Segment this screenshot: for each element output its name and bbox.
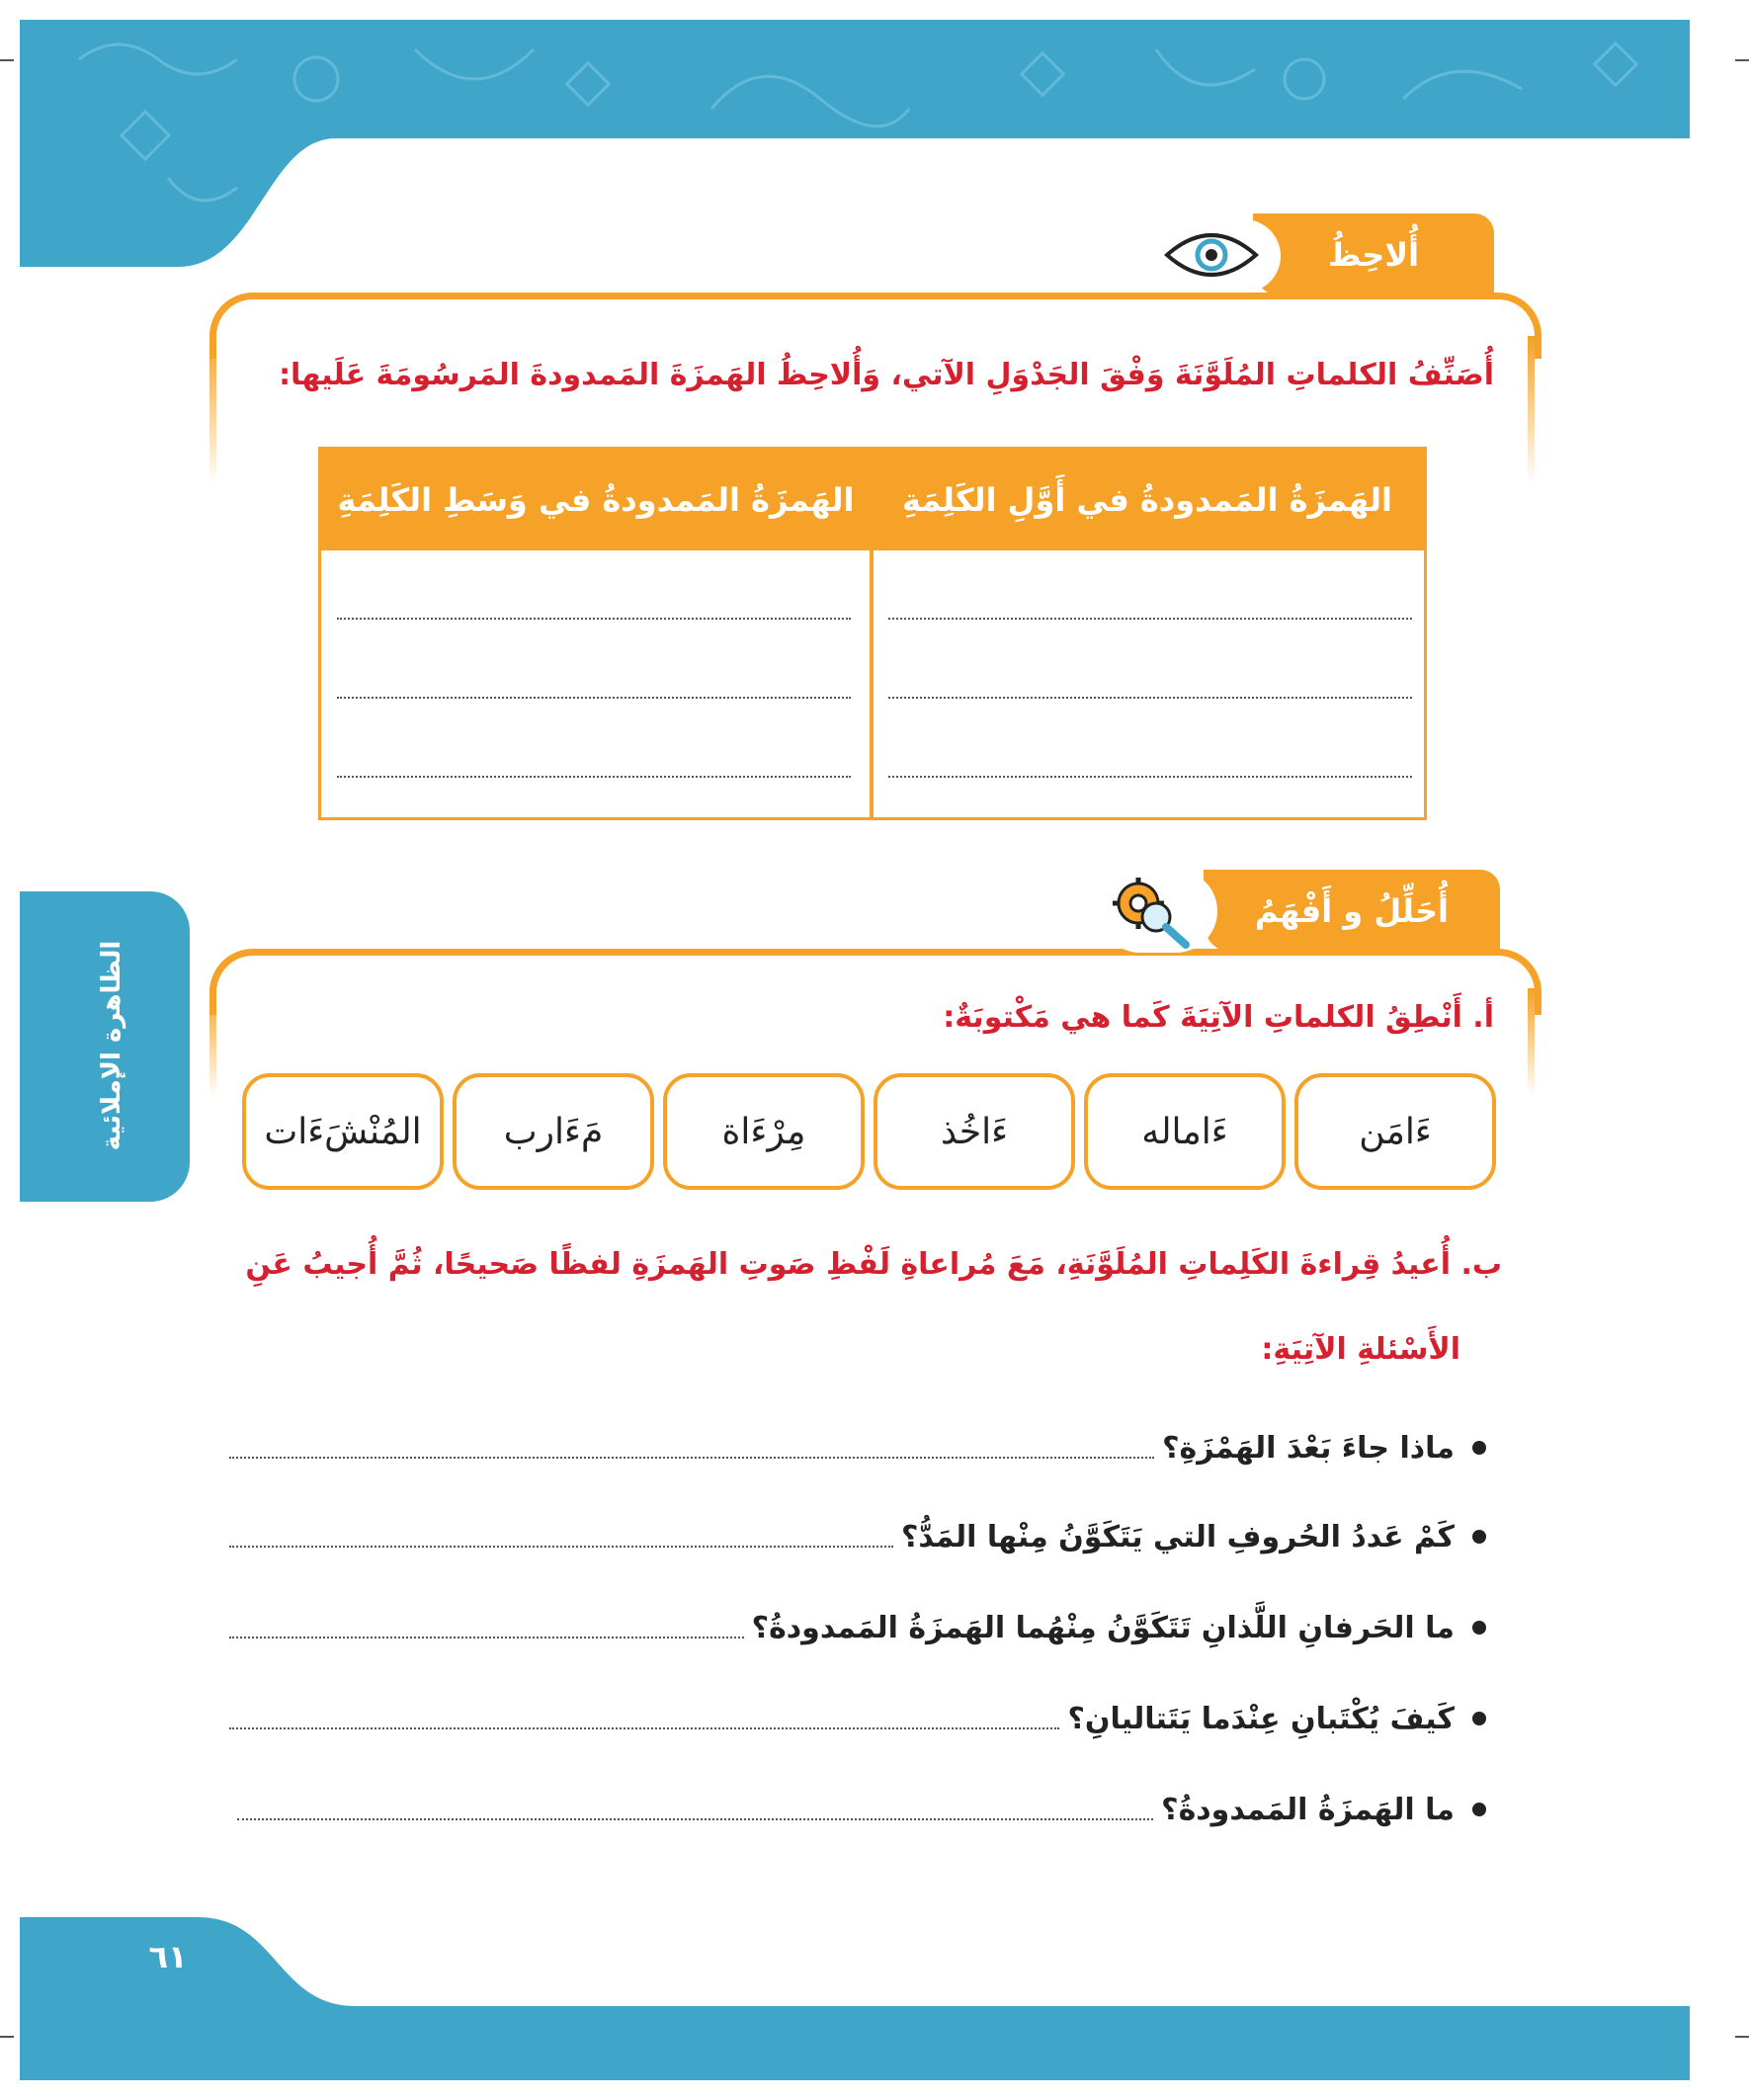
answer-line[interactable] <box>237 1799 1153 1820</box>
question-text: كَيفَ يُكْتَبانِ عِنْدَما يَتَتاليانِ؟ <box>1067 1701 1455 1736</box>
observe-instruction: أُصَنِّفُ الكلماتِ المُلَوَّنَةَ وَفْقَ الجَدْوَلِ الآتي، وَأُلاحِظُ الهَمزَةَ المَمدودةَ المَرسُومَةَ عَلَيها: <box>279 358 1494 392</box>
answer-line[interactable] <box>888 618 1412 620</box>
answer-line[interactable] <box>337 618 851 620</box>
question-row <box>229 1603 1486 1652</box>
bullet-icon <box>1472 1441 1486 1455</box>
question-text: ما الحَرفانِ اللَّذانِ تَتَكَوَّنُ مِنْهُما الهَمزَةُ المَمدودةُ؟ <box>751 1610 1455 1645</box>
word-card <box>663 1073 865 1190</box>
analyze-tab-label: أُحَلِّلُ و أَفْهَمُ <box>1255 892 1449 930</box>
answer-line[interactable] <box>888 776 1412 778</box>
crop-mark <box>0 2036 14 2038</box>
eye-icon <box>1162 225 1261 285</box>
eye-icon-badge <box>1152 219 1281 293</box>
word-card <box>874 1073 1075 1190</box>
crop-mark <box>1735 2036 1749 2038</box>
observe-frame-top <box>209 293 1541 359</box>
bullet-icon <box>1472 1530 1486 1544</box>
bullet-icon <box>1472 1803 1486 1816</box>
footer-band <box>20 1917 1690 2080</box>
bullet-icon <box>1472 1712 1486 1725</box>
frame-edge <box>1528 336 1535 484</box>
crop-mark <box>0 59 14 61</box>
answer-line[interactable] <box>337 697 851 699</box>
page-number: ٦١ <box>148 1938 188 1975</box>
question-text: ما الهَمزَةُ المَمدودةُ؟ <box>1161 1792 1455 1827</box>
word-text: مَءَارب <box>503 1111 604 1152</box>
magnifier-gear-icon-badge <box>1099 870 1217 953</box>
observe-tab-label: أُلاحِظُ <box>1327 236 1420 274</box>
word-card <box>242 1073 444 1190</box>
word-text: المُنْشَءَات <box>264 1111 422 1152</box>
magnifier-gear-icon <box>1107 874 1196 949</box>
word-text: ءَاخُذ <box>940 1111 1009 1152</box>
word-text: مِرْءَاة <box>721 1111 806 1152</box>
question-row <box>229 1694 1486 1743</box>
classification-table <box>318 447 1427 820</box>
question-text: كَمْ عَددُ الحُروفِ التي يَتَكَوَّنُ مِنْها المَدُّ؟ <box>901 1519 1455 1554</box>
crop-mark <box>1735 59 1749 61</box>
answer-line[interactable] <box>229 1708 1059 1729</box>
part-b-instruction-line2: الأَسْئلةِ الآتِيَةِ: <box>1261 1332 1460 1367</box>
answer-line[interactable] <box>229 1617 744 1638</box>
analyze-tab <box>1204 870 1500 953</box>
answer-line[interactable] <box>888 697 1412 699</box>
word-text: ءَامَن <box>1359 1111 1432 1152</box>
question-row <box>237 1785 1486 1834</box>
table-divider <box>870 450 874 817</box>
part-a-instruction: أ. أَنْطِقُ الكلماتِ الآتِيَةَ كَما هي مَكْتوبَةٌ: <box>943 1000 1494 1035</box>
table-header-start <box>871 450 1424 550</box>
table-header-start-label: الهَمزَةُ المَمدودةُ في أَوَّلِ الكَلِمَةِ <box>902 481 1392 519</box>
question-row <box>229 1512 1486 1561</box>
word-card <box>453 1073 654 1190</box>
side-tab-label: الظاهرة الإملائية <box>97 940 126 1151</box>
side-tab <box>20 891 190 1202</box>
part-b-instruction-line1: ب. أُعيدُ قِراءةَ الكَلِماتِ المُلَوَّنَةِ، مَعَ مُراعاةِ لَفْظِ صَوتِ الهَمزَةِ لفظًا صَحيحًا، ثُمَّ أُجيبُ عَنِ <box>245 1247 1502 1282</box>
question-row <box>229 1423 1486 1472</box>
answer-line[interactable] <box>229 1437 1154 1459</box>
word-text: ءَاماله <box>1141 1111 1228 1152</box>
table-header-middle-label: الهَمزَةُ المَمدودةُ في وَسَطِ الكَلِمَةِ <box>337 481 855 519</box>
word-card <box>1084 1073 1286 1190</box>
word-card <box>1294 1073 1496 1190</box>
frame-edge <box>1528 988 1535 1097</box>
answer-line[interactable] <box>337 776 851 778</box>
answer-line[interactable] <box>229 1526 893 1548</box>
question-text: ماذا جاءَ بَعْدَ الهَمْزَةِ؟ <box>1162 1430 1455 1466</box>
observe-tab <box>1253 213 1494 296</box>
bullet-icon <box>1472 1621 1486 1635</box>
table-header-middle <box>321 450 871 550</box>
